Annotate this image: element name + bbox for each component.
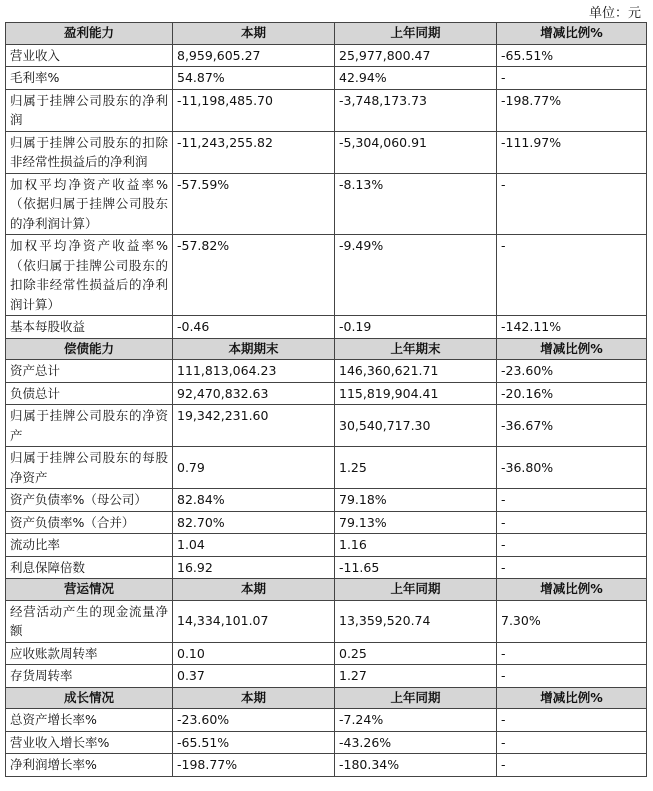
change-percent: -36.80%	[497, 447, 647, 489]
change-percent: -	[497, 235, 647, 316]
current-value: 1.04	[173, 534, 335, 557]
prior-value: 79.18%	[335, 489, 497, 512]
current-value: 82.84%	[173, 489, 335, 512]
header-cell: 营运情况	[6, 579, 173, 601]
change-percent: -36.67%	[497, 405, 647, 447]
current-value: -57.82%	[173, 235, 335, 316]
row-label: 归属于挂牌公司股东的扣除非经常性损益后的净利润	[6, 131, 173, 173]
header-cell: 上年期末	[335, 338, 497, 360]
header-cell: 增减比例%	[497, 23, 647, 45]
header-cell: 本期	[173, 687, 335, 709]
change-percent: -	[497, 173, 647, 235]
change-percent: -	[497, 511, 647, 534]
current-value: 111,813,064.23	[173, 360, 335, 383]
current-value: 82.70%	[173, 511, 335, 534]
change-percent: -	[497, 642, 647, 665]
table-row	[6, 511, 647, 534]
prior-value: -5,304,060.91	[335, 131, 497, 173]
header-cell: 本期期末	[173, 338, 335, 360]
table-row	[6, 709, 647, 732]
prior-value: -0.19	[335, 316, 497, 339]
table-row	[6, 131, 647, 173]
table-row	[6, 173, 647, 235]
prior-value: -9.49%	[335, 235, 497, 316]
table-row	[6, 44, 647, 67]
section-header-operations	[6, 579, 647, 601]
table-row	[6, 360, 647, 383]
current-value: 0.10	[173, 642, 335, 665]
row-label: 加权平均净资产收益率%（依归属于挂牌公司股东的扣除非经常性损益后的净利润计算）	[6, 235, 173, 316]
header-cell: 上年同期	[335, 687, 497, 709]
current-value: -11,198,485.70	[173, 89, 335, 131]
table-row	[6, 405, 647, 447]
row-label: 流动比率	[6, 534, 173, 557]
table-row	[6, 382, 647, 405]
row-label: 加权平均净资产收益率%（依据归属于挂牌公司股东的净利润计算）	[6, 173, 173, 235]
row-label: 归属于挂牌公司股东的每股净资产	[6, 447, 173, 489]
prior-value: 1.25	[335, 447, 497, 489]
table-row	[6, 642, 647, 665]
current-value: 16.92	[173, 556, 335, 579]
header-cell: 增减比例%	[497, 579, 647, 601]
current-value: -65.51%	[173, 731, 335, 754]
table-row	[6, 235, 647, 316]
change-percent: -	[497, 534, 647, 557]
table-row	[6, 89, 647, 131]
current-value: -23.60%	[173, 709, 335, 732]
row-label: 营业收入	[6, 44, 173, 67]
prior-value: 79.13%	[335, 511, 497, 534]
current-value: 19,342,231.60	[173, 405, 335, 447]
row-label: 应收账款周转率	[6, 642, 173, 665]
current-value: 92,470,832.63	[173, 382, 335, 405]
prior-value: -8.13%	[335, 173, 497, 235]
change-percent: -	[497, 709, 647, 732]
current-value: 54.87%	[173, 67, 335, 90]
row-label: 归属于挂牌公司股东的净资产	[6, 405, 173, 447]
change-percent: -	[497, 556, 647, 579]
current-value: -0.46	[173, 316, 335, 339]
row-label: 毛利率%	[6, 67, 173, 90]
table-row	[6, 534, 647, 557]
row-label: 负债总计	[6, 382, 173, 405]
change-percent: -	[497, 731, 647, 754]
row-label: 基本每股收益	[6, 316, 173, 339]
row-label: 存货周转率	[6, 665, 173, 688]
prior-value: 1.16	[335, 534, 497, 557]
change-percent: -	[497, 67, 647, 90]
current-value: 14,334,101.07	[173, 600, 335, 642]
table-row	[6, 754, 647, 777]
header-cell: 上年同期	[335, 23, 497, 45]
table-row	[6, 316, 647, 339]
change-percent: -23.60%	[497, 360, 647, 383]
section-header-profitability	[6, 23, 647, 45]
row-label: 净利润增长率%	[6, 754, 173, 777]
section-header-solvency	[6, 338, 647, 360]
financial-indicators-table	[5, 22, 647, 777]
prior-value: -11.65	[335, 556, 497, 579]
change-percent: -20.16%	[497, 382, 647, 405]
prior-value: 30,540,717.30	[335, 405, 497, 447]
row-label: 资产负债率%（合并）	[6, 511, 173, 534]
change-percent: -	[497, 489, 647, 512]
section-header-growth	[6, 687, 647, 709]
prior-value: 13,359,520.74	[335, 600, 497, 642]
row-label: 资产总计	[6, 360, 173, 383]
prior-value: -7.24%	[335, 709, 497, 732]
row-label: 归属于挂牌公司股东的净利润	[6, 89, 173, 131]
prior-value: 25,977,800.47	[335, 44, 497, 67]
change-percent: -	[497, 754, 647, 777]
header-cell: 增减比例%	[497, 338, 647, 360]
row-label: 营业收入增长率%	[6, 731, 173, 754]
table-row	[6, 67, 647, 90]
prior-value: 146,360,621.71	[335, 360, 497, 383]
table-row	[6, 447, 647, 489]
prior-value: 1.27	[335, 665, 497, 688]
prior-value: -180.34%	[335, 754, 497, 777]
table-row	[6, 665, 647, 688]
change-percent: -198.77%	[497, 89, 647, 131]
prior-value: -3,748,173.73	[335, 89, 497, 131]
row-label: 经营活动产生的现金流量净额	[6, 600, 173, 642]
current-value: 0.37	[173, 665, 335, 688]
current-value: 0.79	[173, 447, 335, 489]
change-percent: -111.97%	[497, 131, 647, 173]
unit-label: 单位：元	[588, 6, 641, 21]
current-value: 8,959,605.27	[173, 44, 335, 67]
row-label: 利息保障倍数	[6, 556, 173, 579]
table-row	[6, 600, 647, 642]
table-row	[6, 731, 647, 754]
change-percent: -142.11%	[497, 316, 647, 339]
change-percent: -	[497, 665, 647, 688]
header-cell: 偿债能力	[6, 338, 173, 360]
row-label: 总资产增长率%	[6, 709, 173, 732]
header-cell: 盈利能力	[6, 23, 173, 45]
change-percent: 7.30%	[497, 600, 647, 642]
current-value: -198.77%	[173, 754, 335, 777]
header-cell: 本期	[173, 579, 335, 601]
change-percent: -65.51%	[497, 44, 647, 67]
prior-value: 115,819,904.41	[335, 382, 497, 405]
table-row	[6, 489, 647, 512]
header-cell: 增减比例%	[497, 687, 647, 709]
prior-value: -43.26%	[335, 731, 497, 754]
prior-value: 0.25	[335, 642, 497, 665]
current-value: -57.59%	[173, 173, 335, 235]
header-cell: 上年同期	[335, 579, 497, 601]
row-label: 资产负债率%（母公司）	[6, 489, 173, 512]
table-row	[6, 556, 647, 579]
header-cell: 本期	[173, 23, 335, 45]
current-value: -11,243,255.82	[173, 131, 335, 173]
prior-value: 42.94%	[335, 67, 497, 90]
header-cell: 成长情况	[6, 687, 173, 709]
